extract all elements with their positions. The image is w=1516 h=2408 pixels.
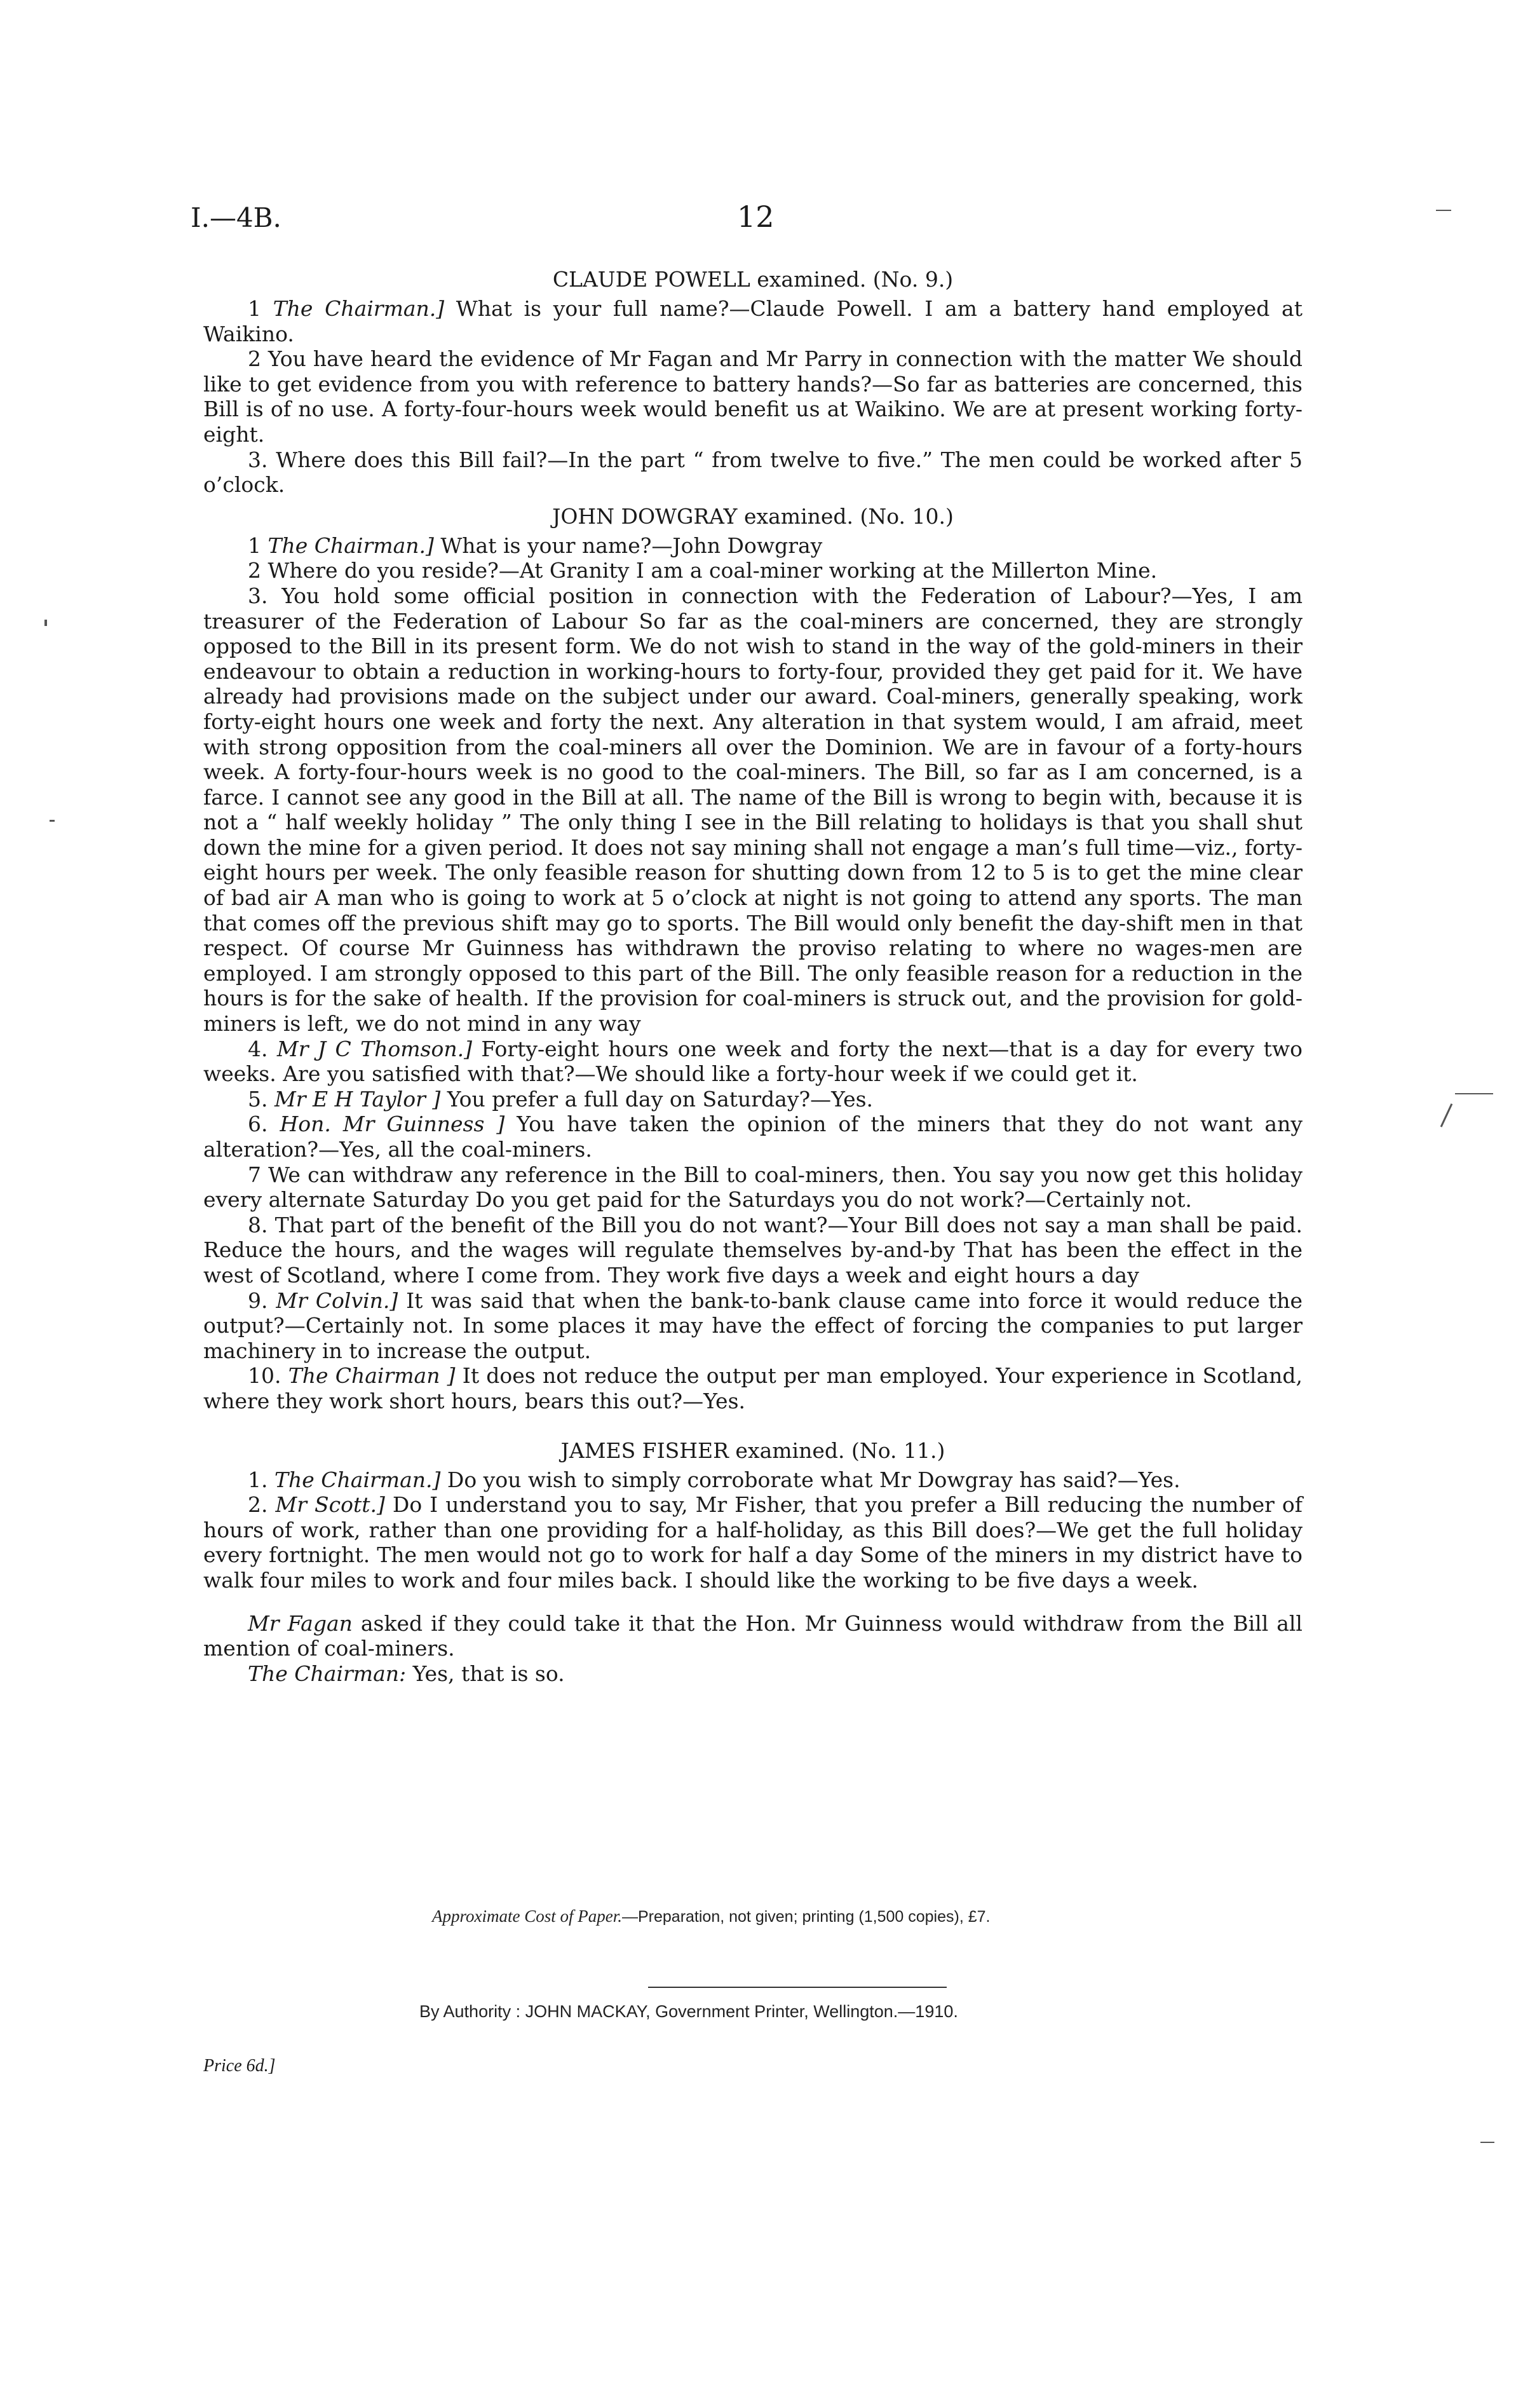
question-paragraph: 2. Mr Scott.] Do I understand you to say, Mr Fisher, that you prefer a Bill reducing the number of hours of work, rather than one providing for a half-holiday, as this Bill does?—We get the full holiday every fortnight. The men would not go to work for half a day Some of the miners in my district have to walk four miles to work and four miles back. I should like the working to be five days a week. <box>203 1492 1303 1593</box>
speaker: The Chairman.] <box>273 296 445 321</box>
question-paragraph: 4. Mr J C Thomson.] Forty-eight hours one week and forty the next—that is a day for every two weeks. Are you satisfied with that?—We should like a forty-hour week if we could get it. <box>203 1036 1303 1087</box>
question-paragraph: 8. That part of the benefit of the Bill you do not want?—Your Bill does not say a man shall be paid. Reduce the hours, and the wages will regulate themselves by-and-by That has been the effect in the west of Scotland, where I come from. They work five days a week and eight hours a day <box>203 1212 1303 1288</box>
cost-of-paper-note <box>432 1907 1131 1926</box>
scan-mark <box>1455 1093 1493 1094</box>
cost-text: —Preparation, not given; printing (1,500 copies), £7. <box>621 1908 991 1926</box>
witness-name: JAMES FISHER <box>560 1438 729 1463</box>
speaker: Mr Fagan <box>248 1610 353 1636</box>
scan-mark <box>1480 2142 1494 2143</box>
heading-tail: examined. (No. 10.) <box>737 503 954 529</box>
heading-tail: examined. (No. 11.) <box>728 1438 945 1463</box>
chairman-reply: The Chairman: Yes, that is so. <box>248 1661 565 1686</box>
section-heading-powell <box>203 267 1303 292</box>
scan-mark <box>44 620 47 626</box>
scan-mark <box>1436 210 1451 211</box>
scan-mark <box>1440 1103 1453 1127</box>
section-heading-fisher <box>203 1438 1303 1464</box>
question-paragraph: 3. You hold some official position in connection with the Federation of Labour?—Yes, I am treasurer of the Federation of Labour So far as the coal-miners are concerned, they are strongly opposed to the Bill in its present form. We do not wish to stand in the way of the gold-miners in their endeavour to obtain a reduction in working-hours to forty-four, provided they get paid for it. We have already had provisions made on the subject under our award. Coal-miners, generally speaking, work forty-eight hours one week and forty the next. Any alteration in that system would, I am afraid, meet with strong opposition from the coal-miners all over the Dominion. We are in favour of a forty-hours week. A forty-four-hours week is no good to the coal-miners. The Bill, so far as I am concerned, is a farce. I cannot see any good in the Bill at all. The name of the Bill is wrong to begin with, because it is not a “ half weekly holiday ” The only thing I see in the Bill relating to holidays is that you shall shut down the mine for a given period. It does not say mining shall not engage a man’s full time—viz., forty-eight hours per week. The only feasible reason for shutting down from 12 to 5 is to get the mine clear of bad air A man who is going to work at 5 o’clock at night is not going to attend any sports. The man that comes off the previous shift may go to sports. The Bill would only benefit the day-shift men in that respect. Of course Mr Guinness has withdrawn the proviso relating to where no wages-men are employed. I am strongly opposed to this part of the Bill. The only feasible reason for a reduction in the hours is for the sake of health. If the provision for coal-miners is struck out, and the provision for gold-miners is left, we do not mind in any way <box>203 583 1303 1037</box>
question-paragraph: 1 The Chairman.] What is your name?—John Dowgray <box>248 533 823 558</box>
question-paragraph: 3. Where does this Bill fail?—In the part “ from twelve to five.” The men could be worked after 5 o’clock. <box>203 447 1303 498</box>
price-note: Price 6d.] <box>203 2056 276 2076</box>
printer-imprint: By Authority : JOHN MACKAY, Government Printer, Wellington.—1910. <box>419 2002 958 2021</box>
question-paragraph: 1 The Chairman.] What is your full name?—Claude Powell. I am a battery hand employed at Waikino. <box>203 296 1303 346</box>
cost-label: Approximate Cost of Paper. <box>432 1907 622 1926</box>
speaker: Mr Colvin.] <box>276 1288 398 1313</box>
question-paragraph: 5. Mr E H Taylor ] You prefer a full day on Saturday?—Yes. <box>248 1086 874 1112</box>
speaker: The Chairman.] <box>267 533 434 558</box>
speaker: Mr E H Taylor ] <box>274 1086 441 1112</box>
running-header <box>191 202 1309 240</box>
question-paragraph: 10. The Chairman ] It does not reduce the output per man employed. Your experience in Scotland, where they work short hours, bears this out?—Yes. <box>203 1363 1303 1413</box>
imprint-divider <box>648 1987 947 1988</box>
speaker: The Chairman ] <box>288 1363 456 1389</box>
speaker: Mr Scott.] <box>275 1492 385 1518</box>
scan-mark <box>50 820 55 822</box>
question-paragraph: 7 We can withdraw any reference in the Bill to coal-miners, then. You say you now get this holiday every alternate Saturday Do you get paid for the Saturdays you do not work?—Certainly not. <box>203 1162 1303 1213</box>
speaker: Mr J C Thomson.] <box>276 1036 472 1061</box>
witness-name: JOHN DOWGRAY <box>552 503 738 529</box>
section-heading-dowgray <box>203 504 1303 529</box>
witness-name: CLAUDE POWELL <box>552 267 750 292</box>
question-paragraph: 1. The Chairman.] Do you wish to simply corroborate what Mr Dowgray has said?—Yes. <box>248 1467 1181 1492</box>
question-paragraph: 2 You have heard the evidence of Mr Fagan and Mr Parry in connection with the matter We should like to get evidence from you with reference to battery hands?—So far as batteries are concerned, this Bill is of no use. A forty-four-hours week would benefit us at Waikino. We are at present working forty-eight. <box>203 346 1303 447</box>
evidence-body <box>203 261 1303 1686</box>
speaker: The Chairman.] <box>274 1467 441 1492</box>
question-paragraph: 2 Where do you reside?—At Granity I am a coal-miner working at the Millerton Mine. <box>248 558 1158 583</box>
speaker: Hon. Mr Guinness ] <box>280 1112 505 1137</box>
question-paragraph: 9. Mr Colvin.] It was said that when the bank-to-bank clause came into force it would reduce the output?—Certainly not. In some places it may have the effect of forcing the companies to put larger machinery in to increase the output. <box>203 1288 1303 1363</box>
page-number: 12 <box>737 200 775 234</box>
speaker: The Chairman: <box>248 1661 407 1686</box>
question-paragraph: 6. Hon. Mr Guinness ] You have taken the opinion of the miners that they do not want any alteration?—Yes, all the coal-miners. <box>203 1112 1303 1162</box>
fagan-remark: Mr Fagan asked if they could take it that the Hon. Mr Guinness would withdraw from the Bill all mention of coal-miners. <box>203 1610 1303 1661</box>
heading-tail: examined. (No. 9.) <box>750 267 954 292</box>
parliamentary-reference: I.—4B. <box>191 202 281 233</box>
